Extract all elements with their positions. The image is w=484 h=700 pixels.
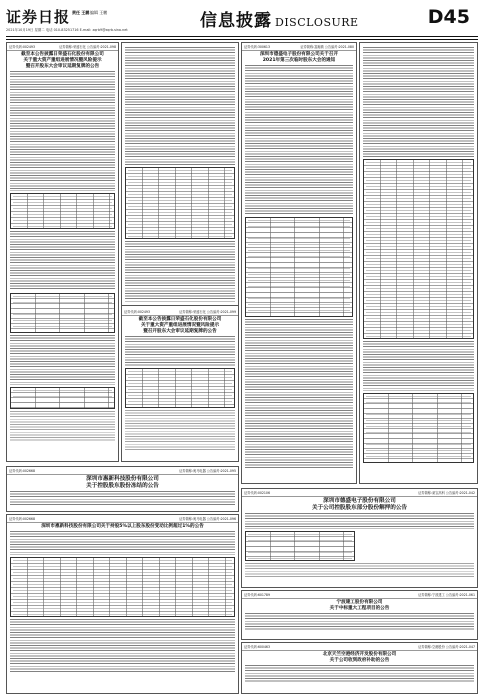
body-text (10, 71, 115, 191)
announcement-header (7, 43, 118, 51)
data-table (10, 193, 115, 229)
announcement-header (242, 43, 356, 51)
stock-code: 证券代码:002668 (9, 517, 35, 521)
data-table (245, 531, 355, 561)
body-text (245, 319, 353, 469)
data-table (10, 557, 235, 617)
stock-abbr: 证券简称:奥马电器 公告编号:2021-095 (179, 469, 236, 473)
stock-code: 证券代码:002493 (9, 45, 35, 49)
announcement-title: 截至本公告披露日荣盛石化股份有限公司 关于重大资产重组进展情况暨风险提示 暨召开股东大会审议延期复牌的公告 (138, 317, 222, 334)
announcement-7 (241, 590, 478, 640)
announcement-header (242, 643, 477, 651)
body-text (363, 341, 474, 391)
announcement-header (242, 591, 477, 599)
stock-abbr: 证券简称:空港股份 公告编号:2021-047 (418, 645, 475, 649)
announcement-3-continued (359, 42, 478, 484)
data-table (125, 368, 235, 408)
stock-abbr: 证券简称:奥马电器 公告编号:2021-096 (179, 517, 236, 521)
body-text (245, 513, 474, 529)
body-text (10, 531, 235, 555)
announcement-header (122, 308, 238, 316)
announcement-1-continued (121, 42, 239, 462)
body-text (10, 411, 115, 441)
announcement-3 (241, 42, 357, 484)
body-text (10, 231, 115, 291)
announcement-title: 北京天竺空港经济开发股份有限公司 关于公司收到政府补助的公告 (322, 652, 397, 663)
data-table (10, 387, 115, 409)
stock-code: 证券代码:002493 (124, 310, 150, 314)
announcement-6 (241, 488, 478, 588)
stock-code: 证券代码:002668 (9, 469, 35, 473)
announcement-header (7, 515, 238, 523)
announcement-8 (241, 642, 478, 694)
stock-abbr: 证券简称:宁波建工 公告编号:2021-061 (418, 593, 475, 597)
body-text (125, 336, 235, 366)
data-table (363, 393, 474, 463)
announcement-title: 深圳市惠新科技股份有限公司 关于控股股东股份冻结的公告 (86, 476, 159, 489)
announcement-title: 深圳市惠新科技股份有限公司关于持股5%以上股东股份变动比例超过1%的公告 (41, 524, 204, 529)
body-text (125, 410, 235, 450)
stock-code: 证券代码:002106 (244, 491, 270, 495)
section-title (200, 6, 359, 32)
announcement-5 (6, 514, 239, 694)
announcement-1 (6, 42, 119, 462)
body-text (10, 335, 115, 385)
body-text (125, 47, 235, 165)
body-text (10, 619, 235, 673)
body-text (363, 47, 474, 157)
announcement-title: 深圳市德盛电子股份有限公司 关于公司控股股东部分股份解押的公告 (311, 498, 408, 511)
stock-abbr: 证券简称:荣盛石化 公告编号:2021-099 (179, 310, 236, 314)
page-number: D45 (427, 6, 470, 28)
stock-code: 证券代码:601789 (244, 593, 270, 597)
section-title-cn: 信息披露 (200, 11, 272, 31)
stock-abbr: 证券简称:富瀚微 公告编号:2021-080 (300, 45, 354, 49)
body-text (245, 65, 353, 215)
announcement-title: 截至本公告披露日荣盛石化股份有限公司 关于重大资产重组进展情况暨风险提示 暨召开股东大会审议延期复牌的公告 (21, 52, 104, 69)
data-table (10, 293, 115, 333)
top-rule (6, 36, 478, 37)
body-text (245, 563, 474, 577)
body-text (245, 665, 474, 683)
announcement-header (242, 489, 477, 497)
date-line: 2021年10月19日 星期二 电话 010-83251716 E-mail: zqrb9@zqrb.sina.net (6, 28, 128, 32)
announcement-header (7, 467, 238, 475)
stock-code: 证券代码:300613 (244, 45, 270, 49)
data-table (245, 217, 353, 317)
edition-label: 责任 王鹏 (72, 10, 90, 15)
stock-abbr: 证券简称:荣盛石化 公告编号:2021-098 (59, 45, 116, 49)
body-text (10, 491, 235, 505)
top-rule-thin (6, 39, 478, 40)
data-table (125, 167, 235, 239)
stock-abbr: 证券简称:莱宝高科 公告编号:2021-042 (418, 491, 475, 495)
masthead-left (6, 6, 206, 32)
body-text (125, 241, 235, 303)
stock-code: 证券代码:600463 (244, 645, 270, 649)
edition-extra: 编辑 王鹏 (90, 10, 108, 15)
body-text (245, 613, 474, 631)
newspaper-logo: 证券日报 (6, 8, 71, 26)
announcement-4 (6, 466, 239, 512)
section-title-en: DISCLOSURE (275, 16, 359, 29)
announcement-title: 宁波建工股份有限公司 关于中标重大工程项目的公告 (329, 600, 390, 611)
announcement-title: 深圳市德盛电子股份有限公司关于召开 2021年第三次临时股东大会的通知 (259, 52, 339, 63)
proxy-form-table (363, 159, 474, 339)
